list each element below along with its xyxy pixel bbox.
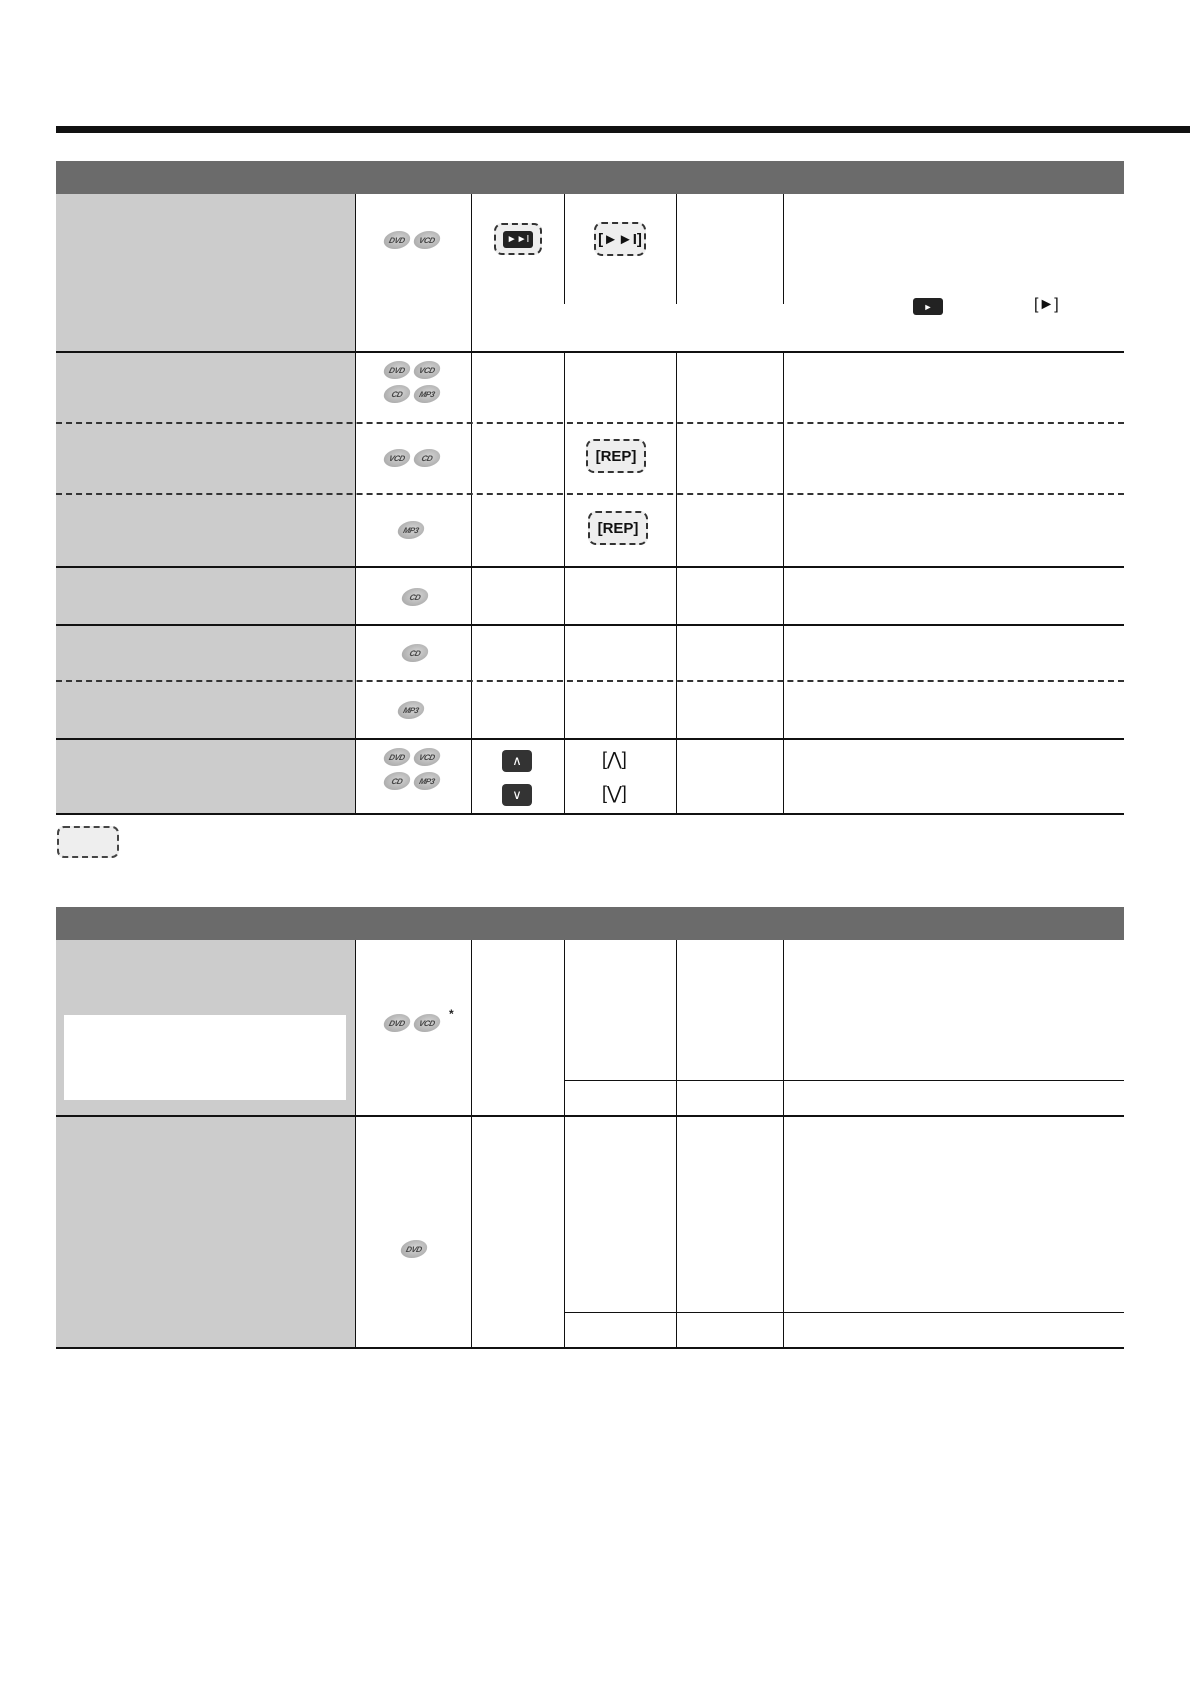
unit-next-button[interactable] bbox=[494, 223, 542, 255]
remote-down-label: [⋁] bbox=[602, 783, 627, 803]
unit-down-button[interactable] bbox=[502, 784, 532, 806]
column-divider bbox=[471, 194, 472, 815]
cd-disc-icon: CD bbox=[382, 772, 412, 790]
remote-next-button[interactable]: [►►I] bbox=[594, 222, 646, 256]
row-divider bbox=[56, 351, 1124, 353]
remote-up-label: [⋀] bbox=[602, 749, 627, 769]
mp3-disc-icon: MP3 bbox=[412, 385, 442, 403]
top-rule bbox=[56, 126, 1190, 133]
remote-play-label: [►] bbox=[1034, 296, 1059, 313]
remote-repeat-button[interactable]: [REP] bbox=[586, 439, 646, 473]
legend-swatch bbox=[57, 826, 119, 858]
footnote-asterisk: * bbox=[449, 1007, 454, 1021]
disc-icons bbox=[402, 644, 428, 662]
sub-row-divider bbox=[564, 1080, 1124, 1081]
table-header-bar bbox=[56, 161, 1124, 194]
row-label-cell bbox=[56, 494, 355, 567]
row-divider bbox=[56, 813, 1124, 815]
row-divider-dashed bbox=[56, 422, 1124, 424]
vcd-disc-icon: VCD bbox=[412, 361, 442, 379]
mp3-disc-icon: MP3 bbox=[396, 701, 426, 719]
vcd-disc-icon: VCD bbox=[412, 1014, 442, 1032]
row-label-cell bbox=[56, 1116, 355, 1348]
remote-repeat-button[interactable]: [REP] bbox=[588, 511, 648, 545]
cd-disc-icon: CD bbox=[400, 644, 430, 662]
vcd-disc-icon: VCD bbox=[412, 231, 442, 249]
row-label-cell bbox=[56, 352, 355, 423]
disc-icons bbox=[402, 588, 428, 606]
column-divider bbox=[355, 940, 356, 1349]
column-divider bbox=[564, 194, 565, 304]
chevron-up-icon: ∧ bbox=[512, 753, 522, 768]
column-divider bbox=[783, 194, 784, 304]
vcd-disc-icon: VCD bbox=[412, 748, 442, 766]
dvd-disc-icon: DVD bbox=[382, 361, 412, 379]
cd-disc-icon: CD bbox=[400, 588, 430, 606]
disc-icons bbox=[384, 748, 440, 790]
row-divider bbox=[56, 1347, 1124, 1349]
mp3-disc-icon: MP3 bbox=[396, 521, 426, 539]
playback-table bbox=[56, 907, 1124, 1352]
disc-icons bbox=[384, 231, 440, 249]
mp3-disc-icon: MP3 bbox=[412, 772, 442, 790]
disc-icons bbox=[401, 1240, 427, 1258]
unit-play-icon: ► bbox=[913, 298, 943, 315]
row-label-cell bbox=[56, 681, 355, 739]
column-divider bbox=[564, 940, 565, 1349]
row-label-cell bbox=[56, 423, 355, 494]
row-divider bbox=[56, 624, 1124, 626]
dvd-disc-icon: DVD bbox=[382, 1014, 412, 1032]
disc-icons bbox=[398, 521, 424, 539]
table-header-bar bbox=[56, 907, 1124, 940]
chevron-down-icon: ∨ bbox=[512, 787, 522, 802]
row-divider-dashed bbox=[56, 493, 1124, 495]
operations-table bbox=[56, 161, 1124, 817]
note-box bbox=[64, 1015, 346, 1100]
row-label-cell bbox=[56, 625, 355, 681]
row-label-cell bbox=[56, 567, 355, 625]
disc-icons bbox=[384, 449, 440, 467]
row-label-cell bbox=[56, 739, 355, 813]
cd-disc-icon: CD bbox=[412, 449, 442, 467]
column-divider bbox=[676, 940, 677, 1349]
sub-row-divider bbox=[564, 1312, 1124, 1313]
dvd-disc-icon: DVD bbox=[399, 1240, 429, 1258]
column-divider bbox=[471, 940, 472, 1349]
row-divider bbox=[56, 566, 1124, 568]
row-divider bbox=[56, 1115, 1124, 1117]
disc-icons bbox=[384, 1014, 440, 1032]
column-divider bbox=[783, 940, 784, 1349]
unit-up-button[interactable] bbox=[502, 750, 532, 772]
row-label-cell bbox=[56, 194, 355, 352]
next-icon: ►►I bbox=[503, 231, 533, 248]
cd-disc-icon: CD bbox=[382, 385, 412, 403]
dvd-disc-icon: DVD bbox=[382, 231, 412, 249]
row-divider-dashed bbox=[56, 680, 1124, 682]
vcd-disc-icon: VCD bbox=[382, 449, 412, 467]
row-divider bbox=[56, 738, 1124, 740]
disc-icons bbox=[398, 701, 424, 719]
dvd-disc-icon: DVD bbox=[382, 748, 412, 766]
column-divider bbox=[676, 194, 677, 304]
disc-icons bbox=[384, 361, 440, 403]
column-divider bbox=[355, 194, 356, 815]
